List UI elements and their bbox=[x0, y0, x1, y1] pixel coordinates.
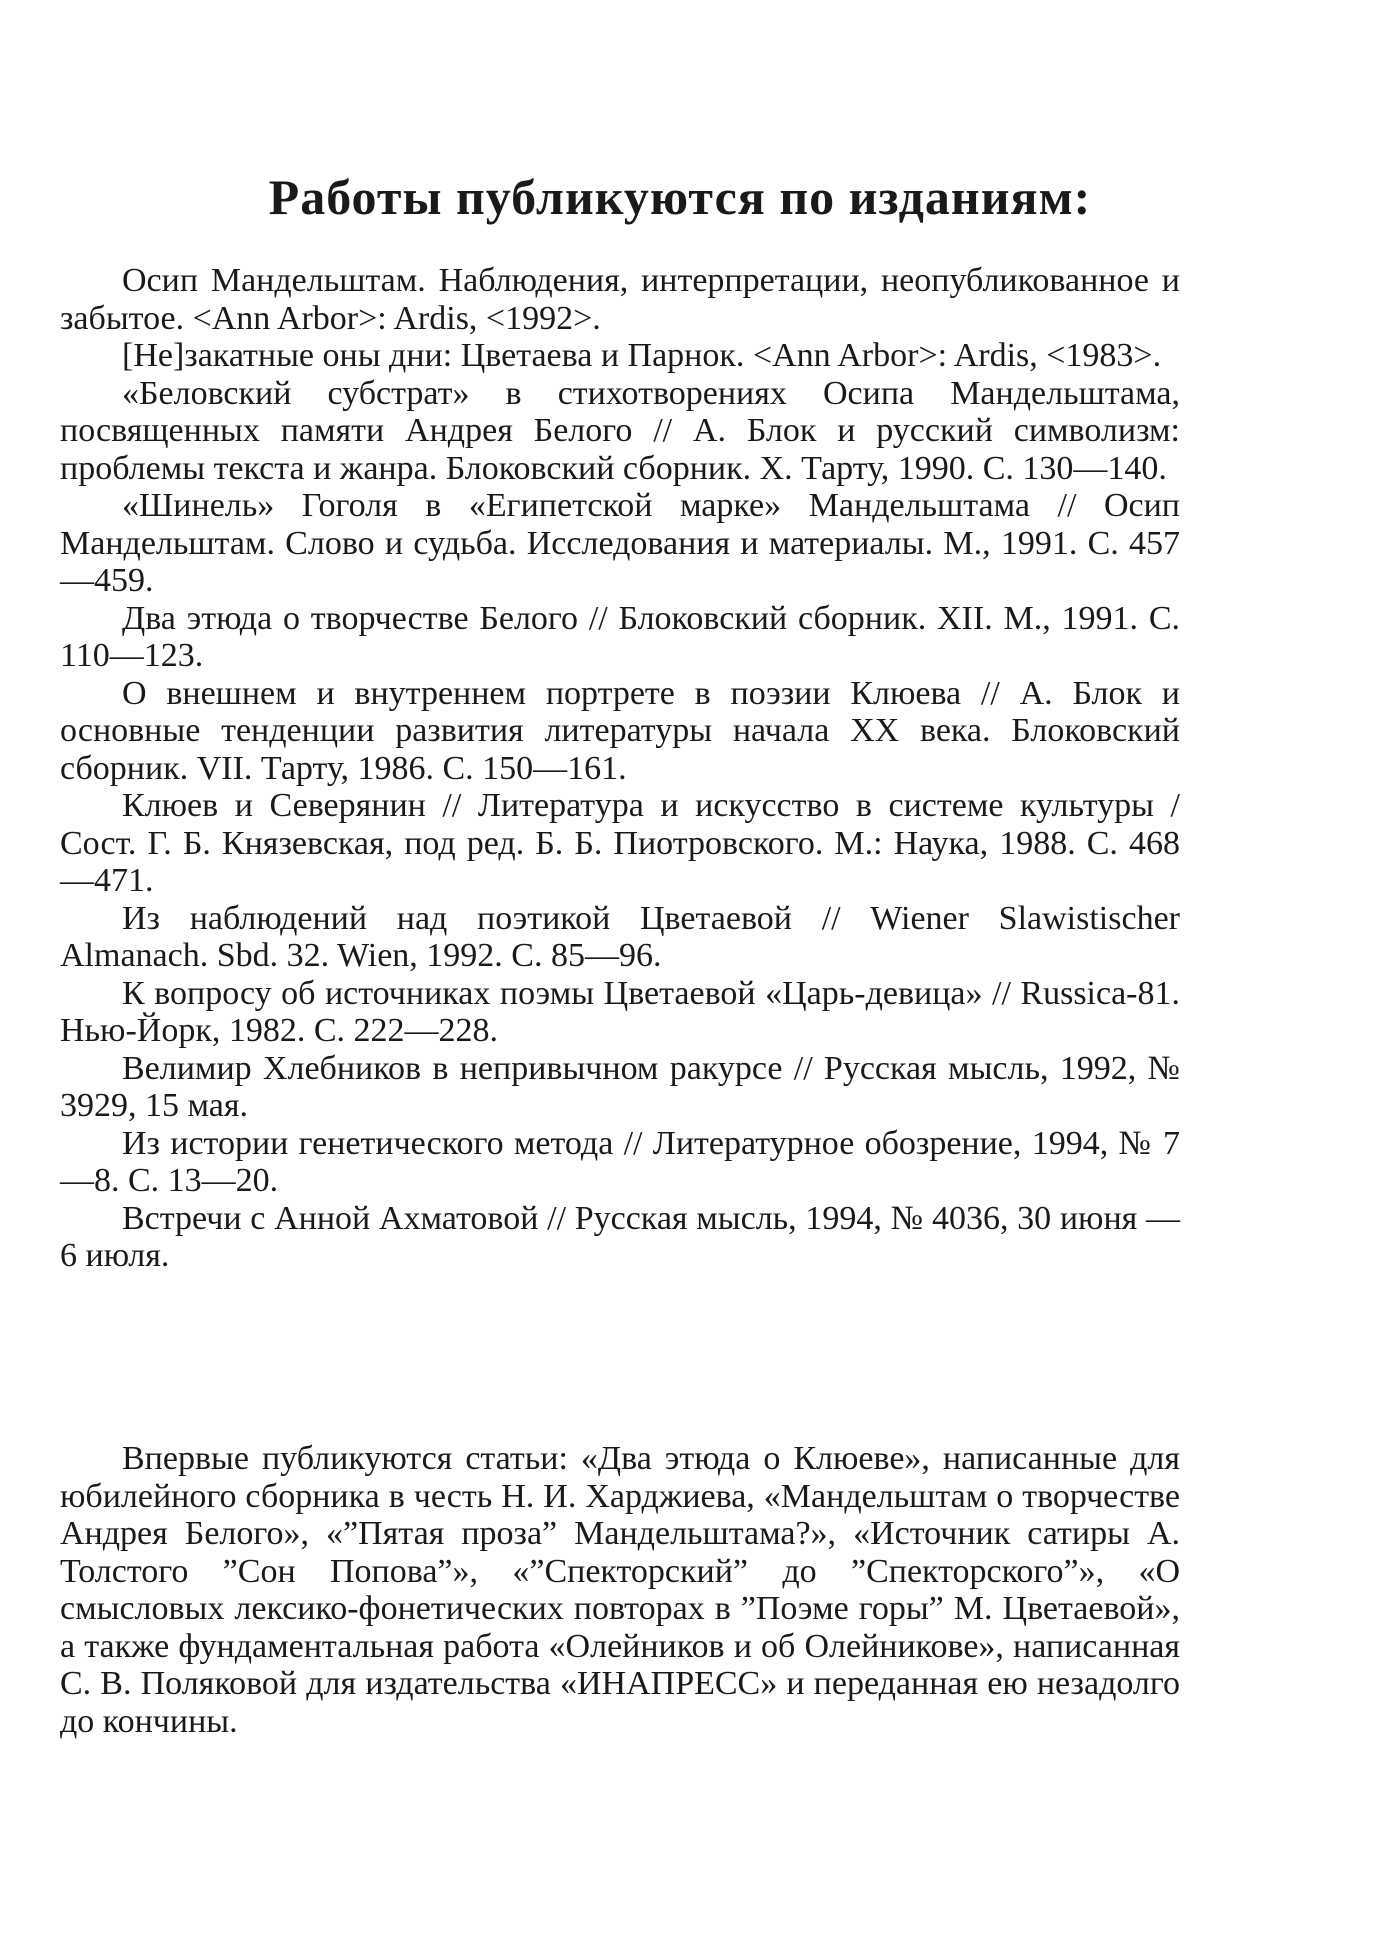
publication-entry: «Беловский субстрат» в стихотворениях Осипа Мандельштама, посвященных памяти Андрея Белого // А. Блок и русский символизм: проблемы текста и жанра. Блоковский сборник. X. Тарту, 1990. С. 130—140. bbox=[60, 374, 1180, 487]
publication-entry: Осип Мандельштам. Наблюдения, интерпретации, неопубликованное и забытое. <Ann Arbor>: Ardis, <1992>. bbox=[60, 262, 1180, 337]
publication-entry: О внешнем и внутреннем портрете в поэзии Клюева // А. Блок и основные тенденции развития литературы начала XX века. Блоковский сборник. VII. Тарту, 1986. С. 150—161. bbox=[60, 674, 1180, 787]
first-publication-note: Впервые публикуются статьи: «Два этюда о Клюеве», написанные для юбилейного сборника в честь Н. И. Харджиева, «Мандельштам о творчестве Андрея Белого», «”Пятая проза” Мандельштама?», «Источник сатиры А. Толстого ”Сон Попова”», «”Спекторский” до ”Спекторского”», «О смысловых лексико-фонетических повторах в ”Поэме горы” М. Цветаевой», а также фундаментальная работа «Олейников и об Олейникове», написанная С. В. Поляковой для издательства «ИНАПРЕСС» и переданная ею незадолго до кончины. bbox=[60, 1440, 1180, 1740]
publication-entry: Встречи с Анной Ахматовой // Русская мысль, 1994, № 4036, 30 июня — 6 июля. bbox=[60, 1199, 1180, 1274]
publication-entry: Два этюда о творчестве Белого // Блоковский сборник. XII. М., 1991. С. 110—123. bbox=[60, 599, 1180, 674]
publication-entry: [Не]закатные оны дни: Цветаева и Парнок. <Ann Arbor>: Ardis, <1983>. bbox=[122, 337, 1162, 374]
publication-entry: Клюев и Северянин // Литература и искусство в системе культуры / Сост. Г. Б. Князевская, под ред. Б. Б. Пиотровского. М.: Наука, 1988. С. 468—471. bbox=[60, 787, 1180, 899]
publication-entry: Велимир Хлебников в непривычном ракурсе // Русская мысль, 1992, № 3929, 15 мая. bbox=[60, 1049, 1180, 1124]
publication-entry: Из наблюдений над поэтикой Цветаевой // Wiener Slawistischer Almanach. Sbd. 32. Wien, 1992. С. 85—96. bbox=[60, 899, 1180, 974]
page-title: Работы публикуются по изданиям: bbox=[268, 169, 1092, 225]
publication-entry: К вопросу об источниках поэмы Цветаевой «Царь-девица» // Russica-81. Нью-Йорк, 1982. С. 222—228. bbox=[60, 974, 1180, 1049]
publication-entry: Из истории генетического метода // Литературное обозрение, 1994, № 7—8. С. 13—20. bbox=[60, 1124, 1180, 1199]
publication-list bbox=[60, 262, 1180, 1275]
publication-entry: «Шинель» Гоголя в «Египетской марке» Мандельштама // Осип Мандельштам. Слово и судьба. Исследования и материалы. М., 1991. С. 457—459. bbox=[60, 487, 1180, 599]
